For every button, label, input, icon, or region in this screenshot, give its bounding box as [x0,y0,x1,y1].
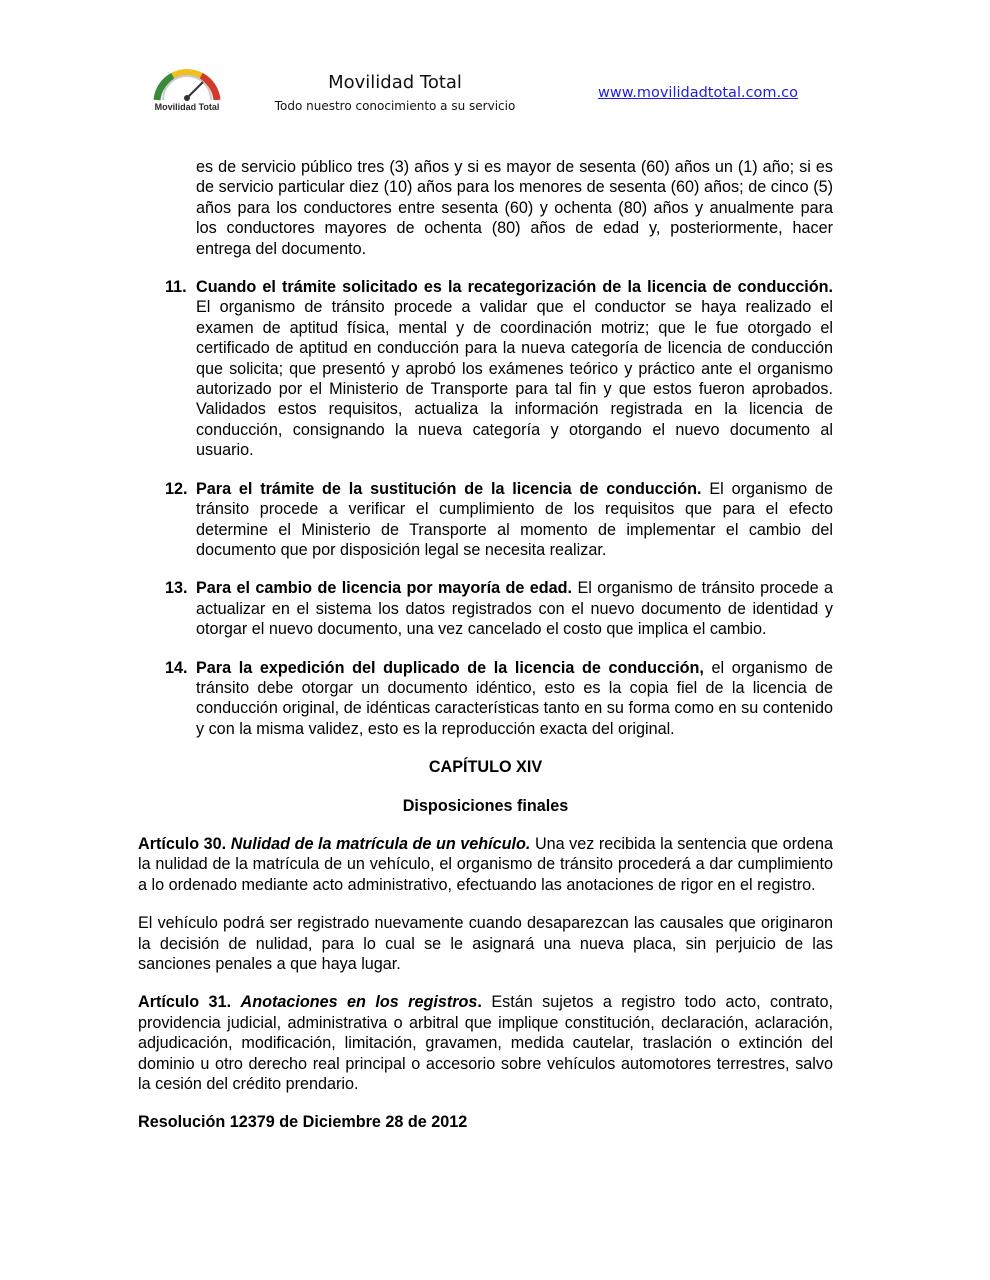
chapter-title: Disposiciones finales [402,796,569,815]
site-title: Movilidad Total [328,72,462,93]
list-item-13 [138,578,833,639]
article-label: Artículo 30. [138,834,227,853]
item-text: El organismo de tránsito procede a actualizar en el sistema los datos registrados con el nuevo documento de identidad y otorgar el nuevo documento, una vez cancelado el costo que implica el cambio. [196,579,833,639]
item-number: 13. [165,579,188,598]
item-text: El organismo de tránsito procede a verificar el cumplimiento de los requisitos que para el efecto determine el Ministerio de Transporte al momento de implementar el cambio del documento que por disposición legal se necesita realizar. [196,479,833,559]
chapter-heading: CAPÍTULO XIV [428,758,543,777]
article-title: Nulidad de la matrícula de un vehículo. [230,834,531,853]
resolution-reference: Resolución 12379 de Diciembre 28 de 2012 [138,1113,468,1132]
website-link[interactable]: www.movilidadtotal.com.co [598,85,798,101]
item-number: 11. [165,278,187,297]
continuation-paragraph: es de servicio público tres (3) años y si es mayor de sesenta (60) años un (1) año; si es de servicio particular diez (10) años para los menores de sesenta (60) años; de cinco (5) años para los conductores entre sesenta (60) y ochenta (80) años y anualmente para los conductores mayores de ochenta (80) años de edad y, posteriormente, hacer entrega del documento. [196,158,833,258]
page-header [0,0,990,140]
article-text: Están sujetos a registro todo acto, contrato, providencia judicial, administrativa o arbitral que implique constitución, declaración, aclaración, adjudicación, modificación, limitación, gravamen, medida cautelar, traslación o extinción del dominio u otro derecho real principal o accesorio sobre vehículos automotores terrestres, salvo la cesión del crédito prendario. [138,993,834,1094]
document-body [138,157,833,1133]
article-title-end: . [477,993,482,1012]
site-tagline: Todo nuestro conocimiento a su servicio [274,99,516,113]
item-heading: Para el trámite de la sustitución de la licencia de conducción. [196,479,702,498]
item-heading: Para el cambio de licencia por mayoría de edad. [196,579,573,598]
article-30-paragraph-2: El vehículo podrá ser registrado nuevamente cuando desaparezcan las causales que originaron la decisión de nulidad, para lo cual se le asignará una nueva placa, sin perjuicio de las sanciones penales a que haya lugar. [138,914,833,973]
article-label: Artículo 31. [138,993,232,1012]
item-text: El organismo de tránsito procede a validar que el conductor se haya realizado el examen de aptitud física, mental y de coordinación motriz; que le fue otorgado el certificado de aptitud en conducción para la nueva categoría de licencia de conducción que solicita; que presentó y aprobó los exámenes teórico y práctico ante el organismo autorizado por el Ministerio de Transporte para tal fin y que estos fueron aprobados. Validados estos requisitos, actualiza la información registrada en la licencia de conducción, consignando la nueva categoría y otorgando el nuevo documento al usuario. [196,298,833,460]
item-heading: Para la expedición del duplicado de la licencia de conducción, [196,658,704,677]
item-heading: Cuando el trámite solicitado es la recategorización de la licencia de conducción. [196,278,833,297]
list-item-12 [138,479,833,561]
article-text: Una vez recibida la sentencia que ordena la nulidad de la matrícula de un vehículo, el organismo de tránsito procederá a dar cumplimiento a lo ordenado mediante acto administrativo, efectuando las anotaciones de rigor en el registro. [138,834,833,894]
item-number: 14. [165,658,188,677]
movilidad-total-logo: Movilidad Total [143,66,231,118]
item-text: el organismo de tránsito debe otorgar un documento idéntico, esto es la copia fiel de la licencia de conducción original, de idénticas características tanto en su forma como en su contenido y con la misma validez, esto es la reproducción exacta del original. [196,658,834,738]
article-title: Anotaciones en los registros [240,993,478,1012]
article-31 [138,992,833,1094]
item-number: 12. [165,479,188,498]
speedometer-icon [143,66,231,102]
list-item-14 [138,658,833,740]
list-item-11 [138,277,833,461]
article-30 [138,834,833,895]
